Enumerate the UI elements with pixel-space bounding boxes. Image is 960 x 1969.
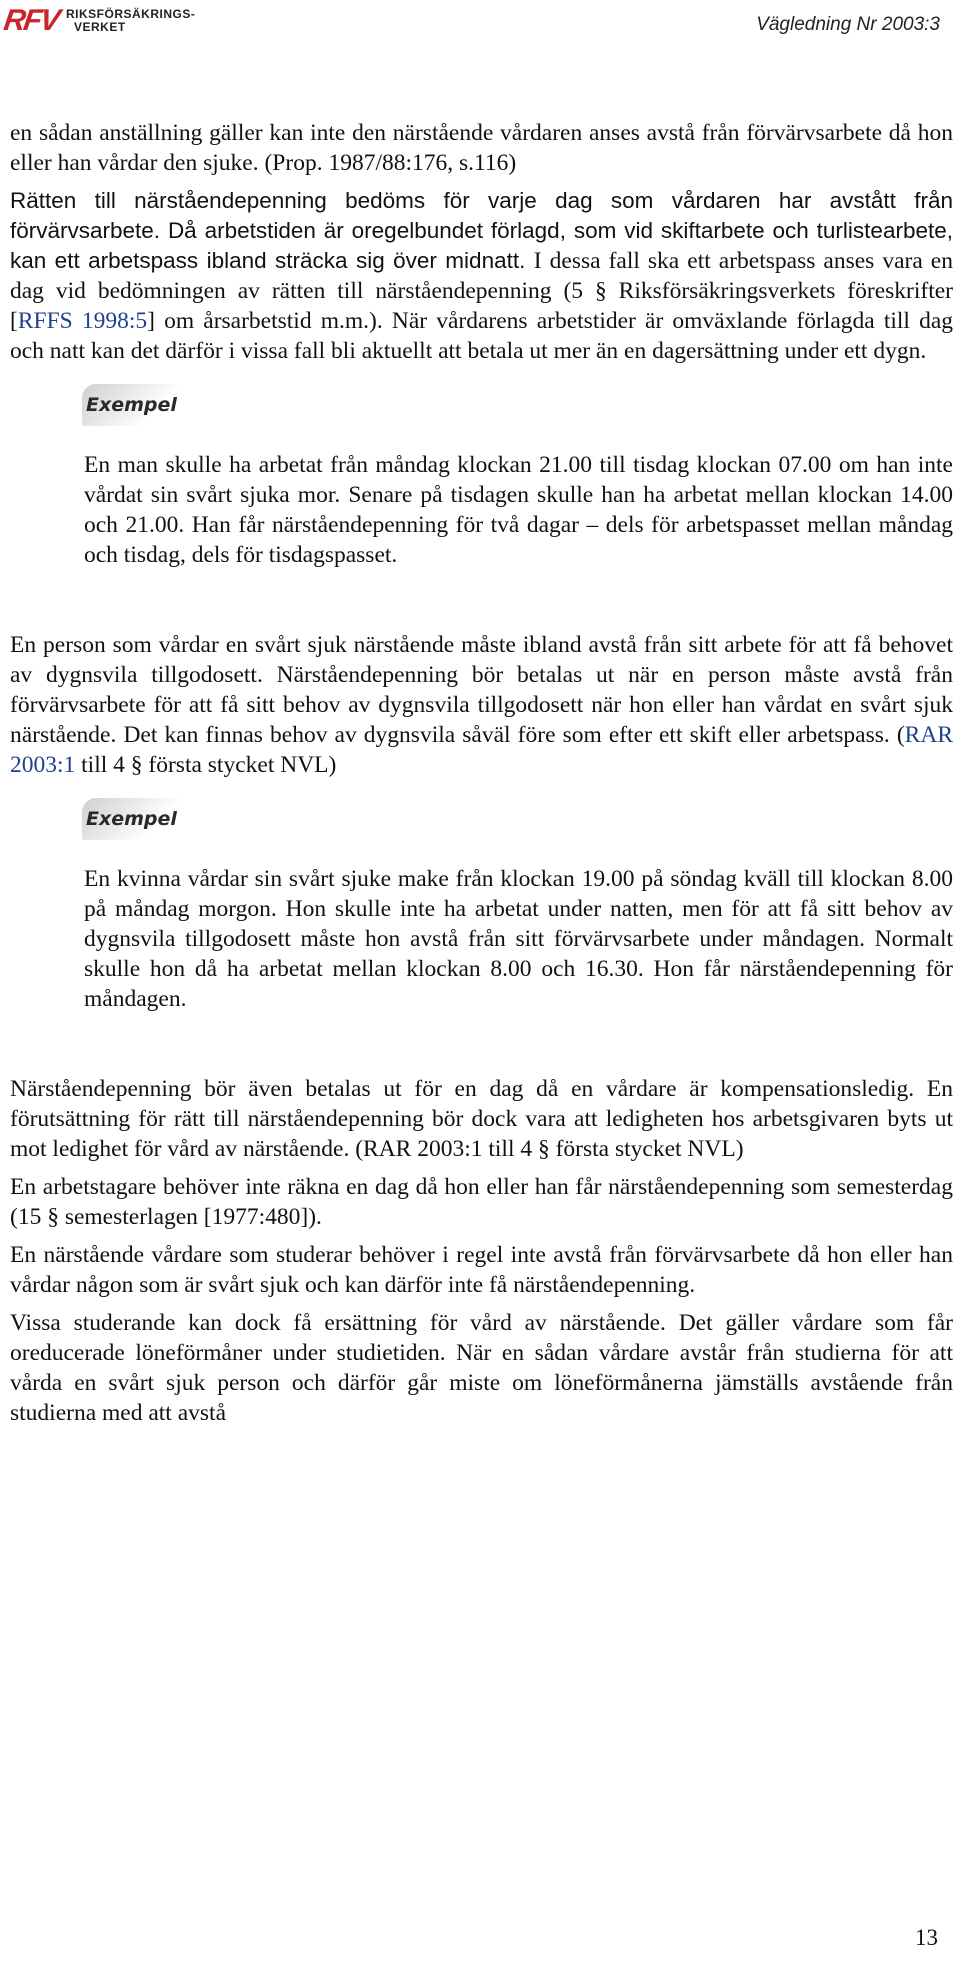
example-1-text: En man skulle ha arbetat från måndag klockan 21.00 till tisdag klockan 07.00 om han inte vårdat sin svårt sjuka mor. Senare på tisdagen skulle han ha arbetat mellan klockan 14.00 och 21.00. Han får närståendepenning för två dagar – dels för arbetspasset mellan måndag och tisdag, dels för tisdagspasset.: [84, 452, 953, 568]
logo-mark: RFV: [1, 4, 61, 37]
paragraph-1: en sådan anställning gäller kan inte den närstående vårdaren anses avstå från förvärvsarbete då hon eller han vårdar den sjuke. (Prop. 1987/88:176, s.116): [10, 120, 953, 176]
paragraph-2-text: Rätten till närståendepenning bedöms för varje dag som vårdaren har avstått från förvärvsarbete. Då arbetstiden är oregelbundet förlagd, som vid skiftarbete och turlistearbete, kan ett arbetspass ibland sträcka sig över midnatt.: [10, 188, 953, 273]
example-badge: Exempel: [82, 384, 187, 426]
example-label-1: [82, 384, 953, 424]
spacer: [10, 570, 953, 630]
paragraph-5: Närståendepenning bör även betalas ut för en dag då en vårdare är kompensationsledig. En förutsättning för rätt till närståendepenning bör dock vara att ledigheten hos arbetsgivaren byts ut mot ledighet för vård av närstående. (RAR 2003:1 till 4 § första stycket NVL): [10, 1076, 953, 1162]
paragraph-7: En närstående vårdare som studerar behöver i regel inte avstå från förvärvsarbete då hon eller han vårdar någon som är svårt sjuk och kan därför inte få närståendepenning.: [10, 1242, 953, 1298]
paragraph-4: [10, 630, 953, 780]
example-label-2: [82, 798, 953, 838]
page-number: 13: [915, 1925, 938, 1950]
paragraph-4-text-a: En person som vårdar en svårt sjuk närstående måste ibland avstå från sitt arbete för att få behovet av dygnsvila tillgodosett. Närståendepenning bör betalas ut när en person måste avstå från förvärvsarbete för att få sitt behov av dygnsvila tillgodosett när hon eller han vårdat en svårt sjuk närstående. Det kan finnas behov av dygnsvila såväl före som efter ett skift eller arbetspass. (: [10, 632, 953, 748]
rar-link[interactable]: RAR 2003:1: [10, 722, 953, 778]
example-badge: Exempel: [82, 798, 187, 840]
paragraph-8: Vissa studerande kan dock få ersättning för vård av närstående. Det gäller vårdare som får oreducerade löneförmåner under studietiden. När en sådan vårdare avstår från studierna för att vårda en svårt sjuk person och därför går miste om löneförmånerna jämställs avstående från studierna med att avstå: [10, 1310, 953, 1426]
paragraph-6: En arbetstagare behöver inte räkna en dag då hon eller han får närståendepenning som semesterdag (15 § semesterlagen [1977:480]).: [10, 1174, 953, 1230]
rfv-logo: [1, 4, 196, 38]
logo-line-1: RIKSFÖRSÄKRINGS-: [66, 7, 196, 21]
rffs-link[interactable]: RFFS 1998:5: [17, 308, 148, 334]
page-content: [10, 118, 953, 1436]
paragraph-2: [10, 186, 953, 366]
spacer: [10, 1014, 953, 1074]
paragraph-3-text-a: I dessa fall ska ett arbetspass anses vara en dag vid bedömningen av rätten till närståendepenning (5 § Riksförsäkringsverkets föreskrifter [: [10, 248, 953, 334]
paragraph-3-text-b: ] om årsarbetstid m.m.). När vårdarens arbetstider är omväxlande förlagda till dag och natt kan det därför i vissa fall bli aktuellt att betala ut mer än en dagersättning under ett dygn.: [10, 308, 953, 364]
logo-line-2: VERKET: [74, 20, 126, 34]
example-2-text: En kvinna vårdar sin svårt sjuke make från klockan 19.00 på söndag kväll till klockan 8.00 på måndag morgon. Hon skulle inte ha arbetat under natten, men för att få sitt behov av dygnsvila tillgodosett måste hon avstå från sitt förvärvsarbete under måndagen. Normalt skulle hon då ha arbetat mellan klockan 8.00 och 16.30. Hon får närståendepenning för måndagen.: [84, 866, 953, 1012]
paragraph-4-text-b: till 4 § första stycket NVL): [75, 752, 337, 778]
logo-text: [66, 8, 195, 34]
page-header: [0, 0, 960, 60]
document-title: Vägledning Nr 2003:3: [756, 14, 940, 35]
